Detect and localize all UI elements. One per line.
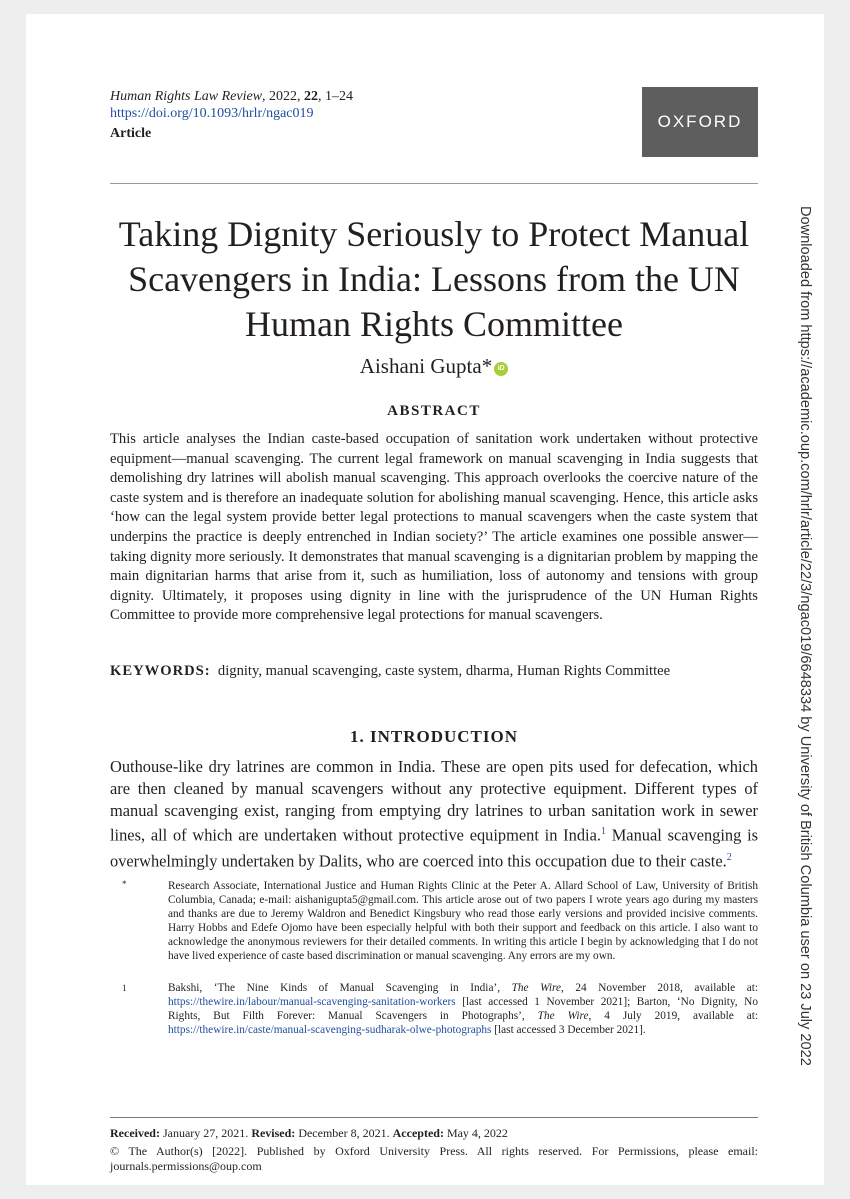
article-type: Article [110,126,152,141]
footnote-link-1[interactable]: https://thewire.in/labour/manual-scavenging-sanitation-workers [168,995,456,1008]
footnote-1: Bakshi, ‘The Nine Kinds of Manual Scavenging in India’, The Wire, 24 November 2018, available at: https://thewire.in/labour/manual-scavenging-sanitation-workers [last accessed 1 November 2021]; Barton, ‘No Dignity, No Rights, But Filth Forever: Manual Scavengers in Photographs’, The Wire, 4 July 2019, available at: https://thewire.in/caste/manual-scavenging-sudharak-olwe-photographs [last accessed 3 December 2021]. [168,982,759,1036]
section-heading-introduction: 1. INTRODUCTION [349,727,519,746]
journal-volume: 22 [304,89,319,104]
footnote-star-mark: * [122,879,127,889]
article-title: Taking Dignity Seriously to Protect Manual Scavengers in India: Lessons from the UN Human Rights Committee [118,214,750,344]
doi-link[interactable]: https://doi.org/10.1093/hrlr/ngac019 [110,106,314,121]
footnote-author: Research Associate, International Justice and Human Rights Clinic at the Peter A. Allard School of Law, University of British Columbia, Canada; e-mail: aishanigupta5@gmail.com. This article arose out of two papers I wrote years ago during my masters and thanks are due to Jeremy Waldron and Benedict Kingsbury who read those early versions and provided incisive comments. Harry Hobbs and Edefe Ojomo have been especially helpful with both their support and feedback on this article. I also want to acknowledge the anonymous reviewers for their detailed comments. In writing this article I begin by acknowledging that I do not have lived experience of caste based discrimination or manual scavenging. Any errors are my own. [168,880,758,962]
keywords-list: dignity, manual scavenging, caste system, dharma, Human Rights Committee [217,663,671,679]
copyright-notice: © The Author(s) [2022]. Published by Oxford University Press. All rights reserved. For Permissions, please email: journals.permissions@oup.com [110,1144,758,1173]
keywords [110,662,758,681]
journal-name: Human Rights Law Review [110,89,263,104]
footnote-1-mark: 1 [122,983,127,993]
journal-citation: Human Rights Law Review, 2022, 22, 1–24 [110,89,354,104]
footer-divider [110,1117,758,1118]
header-divider [110,183,758,184]
introduction-text: Outhouse-like dry latrines are common in India. These are open pits used for defecation, which are then cleaned by manual scavengers without any protective equipment. Different types of manual scavenging exist, ranging from emptying dry latrines to urban sanitation work in sewer lines, all of which are undertaken without protective equipment in India.$^1$ Manual scavenging is overwhelmingly undertaken by Dalits, who are coerced into this occupation due to their caste.$^2$ [110,757,759,871]
keywords-label: KEYWORDS: [110,663,211,679]
abstract-heading: ABSTRACT [387,403,481,419]
oxford-logo: OXFORD [642,87,758,157]
footnote-ref-2[interactable]: 2 [726,851,732,863]
download-watermark [783,206,823,1066]
orcid-icon[interactable]: iD [494,362,508,376]
footnote-link-2[interactable]: https://thewire.in/caste/manual-scavenging-sudharak-olwe-photographs [168,1023,492,1036]
footnote-ref-1[interactable]: 1 [600,826,606,838]
history-dates: Received: January 27, 2021. Revised: December 8, 2021. Accepted: May 4, 2022 [110,1126,508,1140]
paper-page [26,14,824,1185]
author-name: Aishani Gupta* iD [110,353,758,379]
download-note: Downloaded from https://academic.oup.com/hrlr/article/22/3/ngac019/6648334 by University of British Columbia user on 23 July 2022 [797,206,813,1066]
abstract-text: This article analyses the Indian caste-based occupation of sanitation work undertaken without protective equipment—manual scavenging. The current legal framework on manual scavenging in India suggests that demolishing dry latrines will abolish manual scavenging. This approach overlooks the coercive nature of the caste system and is therefore an inadequate solution for abolishing manual scavenging. Hence, this article asks ‘how can the legal system provide better legal protections to manual scavengers when the caste system that underpins the practice is deeply entrenched in Indian society?’ The article examines one possible answer—taking dignity more seriously. It demonstrates that manual scavenging is a dignitarian problem by mapping the main dignitarian harms that arise from it, such as humiliation, loss of autonomy and tensions with group dignity. Ultimately, it proposes using dignity in line with the jurisprudence of the UN Human Rights Committee to provide more comprehensive legal protections for manual scavengers. [110,431,758,624]
